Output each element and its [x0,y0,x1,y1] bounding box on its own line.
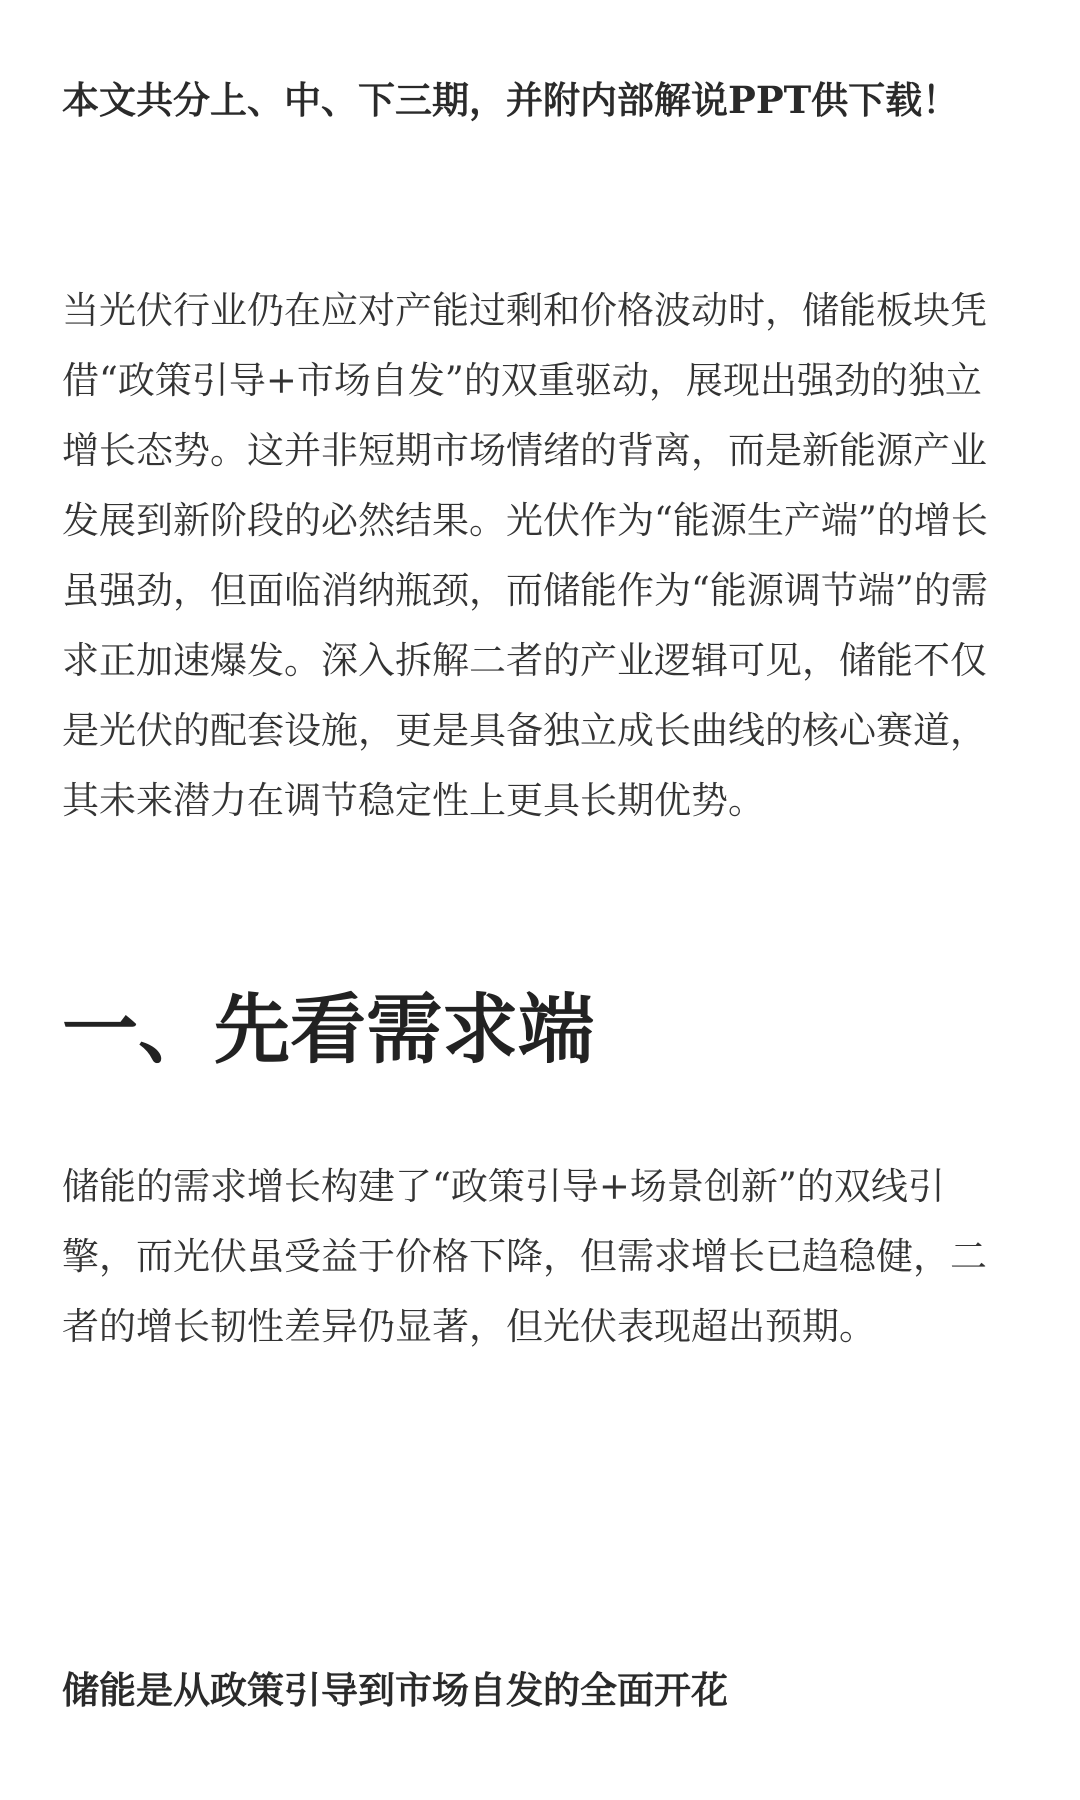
paragraph-demand: 储能的需求增长构建了“政策引导+场景创新”的双线引擎，而光伏虽受益于价格下降，但需求增长已趋稳健，二者的增长韧性差异仍显著，但光伏表现超出预期。 [62,1165,987,1348]
sub-heading-storage: 储能是从政策引导到市场自发的全面开花 [62,1668,728,1712]
intro-note: 本文共分上、中、下三期，并附内部解说PPT供下载！ [62,78,960,122]
section-heading-demand: 一、先看需求端 [62,985,594,1074]
paragraph-intro: 当光伏行业仍在应对产能过剩和价格波动时，储能板块凭借“政策引导+市场自发”的双重驱动，展现出强劲的独立增长态势。这并非短期市场情绪的背离，而是新能源产业发展到新阶段的必然结果。光伏作为“能源生产端”的增长虽强劲，但面临消纳瓶颈，而储能作为“能源调节端”的需求正加速爆发。深入拆解二者的产业逻辑可见，储能不仅是光伏的配套设施，更是具备独立成长曲线的核心赛道，其未来潜力在调节稳定性上更具长期优势。 [62,289,988,822]
